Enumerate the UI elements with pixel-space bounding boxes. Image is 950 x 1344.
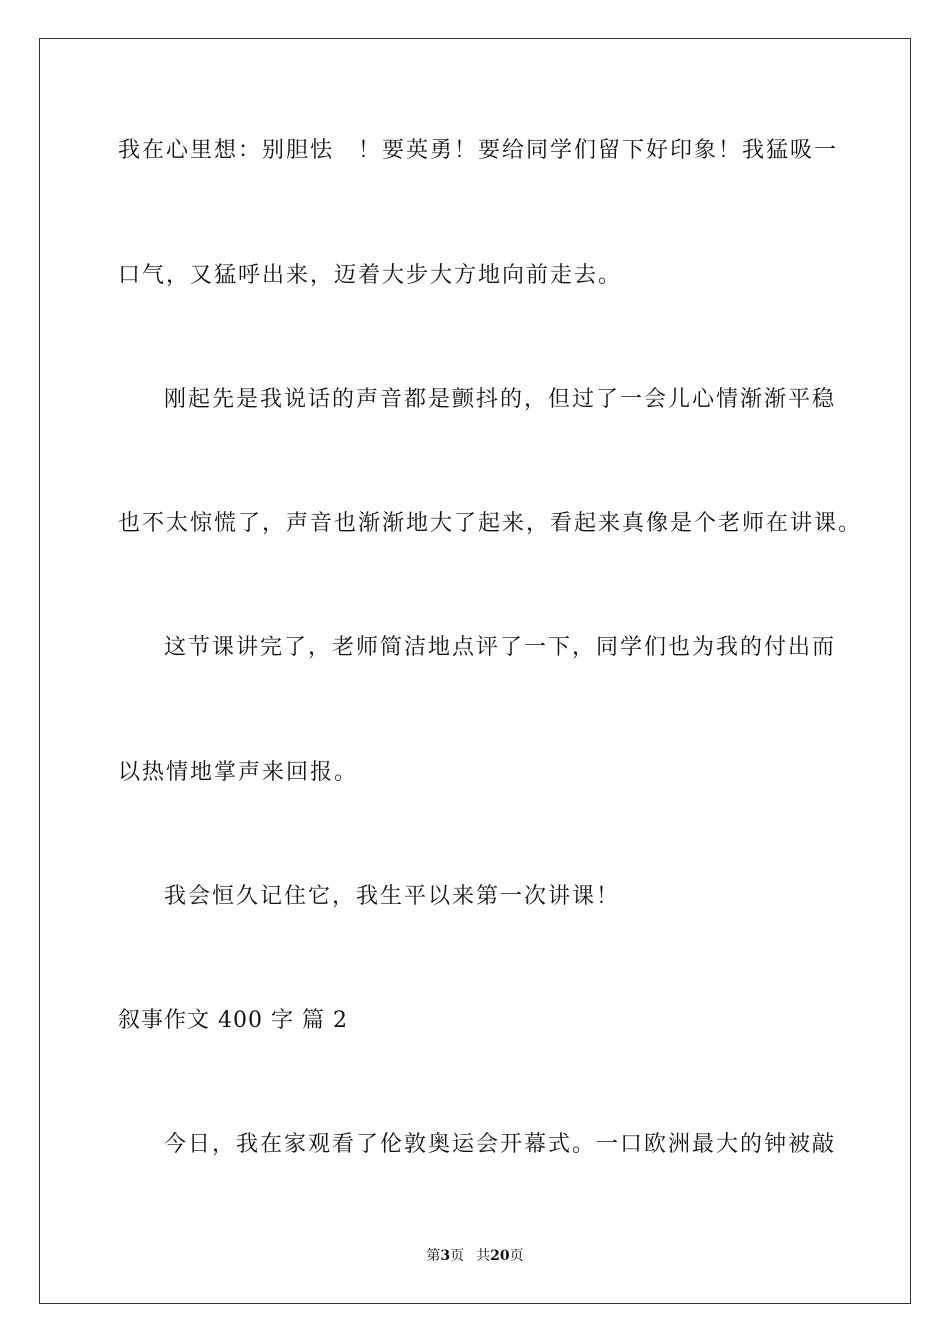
total-prefix: 共	[476, 1248, 491, 1264]
text-line: 我会恒久记住它，我生平以来第一次讲课！	[164, 884, 621, 909]
total-pages: 20	[490, 1248, 510, 1264]
text-line: 我在心里想：别胆怯 ！要英勇！要给同学们留下好印象！我猛吸一	[118, 138, 839, 163]
text-line: 口气，又猛呼出来，迈着大步大方地向前走去。	[118, 263, 623, 288]
page-footer	[40, 1245, 910, 1265]
text-line: 今日，我在家观看了伦敦奥运会开幕式。一口欧洲最大的钟被敲	[164, 1132, 837, 1157]
text-line: 这节课讲完了，老师简洁地点评了一下，同学们也为我的付出而	[164, 635, 837, 660]
text-line: 也不太惊慌了，声音也渐渐地大了起来，看起来真像是个老师在讲课。	[118, 511, 863, 536]
page-number: 3	[440, 1248, 451, 1264]
text-line: 以热情地掌声来回报。	[118, 760, 359, 785]
total-suffix: 页	[509, 1248, 524, 1264]
page-prefix: 第	[426, 1248, 441, 1264]
text-line: 刚起先是我说话的声音都是颤抖的，但过了一会儿心情渐渐平稳	[164, 387, 837, 412]
document-page	[39, 38, 911, 1304]
page-suffix: 页	[450, 1248, 465, 1264]
section-heading: 叙事作文 400 字 篇 2	[118, 1008, 348, 1033]
